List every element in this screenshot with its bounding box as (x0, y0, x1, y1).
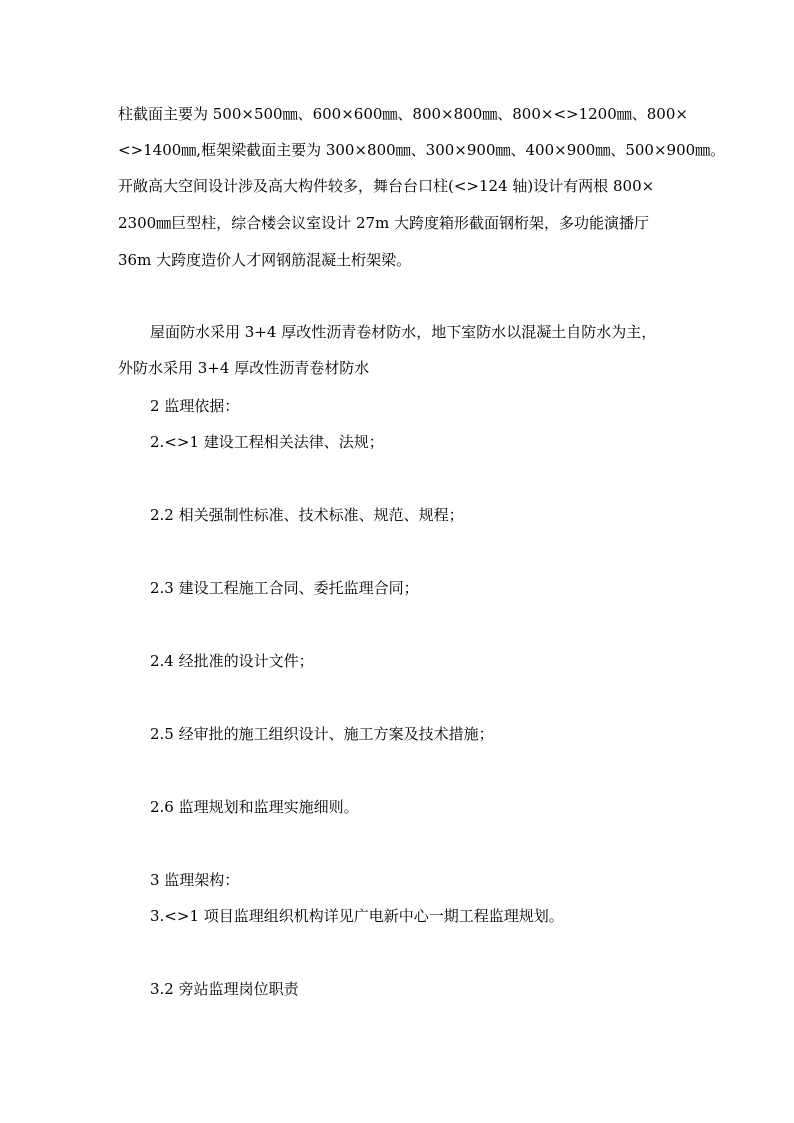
section-2-item: 2.3 建设工程施工合同、委托监理合同； (150, 579, 419, 597)
paragraph-1-line-2: <>1400㎜,框架梁截面主要为 300×800㎜、300×900㎜、400×900㎜、500×900㎜。 (118, 141, 726, 159)
paragraph-1-line-5: 36m 大跨度造价人才网钢筋混凝土桁架梁。 (118, 251, 412, 269)
section-3-heading: 3 监理架构： (150, 871, 240, 889)
paragraph-1-line-3: 开敞高大空间设计涉及高大构件较多，舞台台口柱(<>124 轴)设计有两根 800× (118, 177, 655, 195)
section-3-item: 3.2 旁站监理岗位职责 (150, 980, 299, 998)
paragraph-2-line-1: 屋面防水采用 3+4 厚改性沥青卷材防水，地下室防水以混凝土自防水为主， (150, 323, 657, 341)
section-2-heading: 2 监理依据： (150, 397, 240, 415)
section-2-item: 2.2 相关强制性标准、技术标准、规范、规程； (150, 506, 464, 524)
section-2-item: 2.5 经审批的施工组织设计、施工方案及技术措施； (150, 725, 494, 743)
paragraph-2-line-2: 外防水采用 3+4 厚改性沥青卷材防水 (118, 359, 370, 377)
paragraph-1-line-1: 柱截面主要为 500×500㎜、600×600㎜、800×800㎜、800×<>1200㎜、800× (118, 105, 688, 123)
section-2-item: 2.4 经批准的设计文件； (150, 652, 314, 670)
section-3-item: 3.<>1 项目监理组织机构详见广电新中心一期工程监理规划。 (150, 907, 564, 925)
paragraph-1-line-4: 2300㎜巨型柱，综合楼会议室设计 27m 大跨度箱形截面钢桁架，多功能演播厅 (118, 214, 650, 232)
section-2-item: 2.6 监理规划和监理实施细则。 (150, 798, 359, 816)
section-2-item: 2.<>1 建设工程相关法律、法规； (150, 433, 384, 451)
